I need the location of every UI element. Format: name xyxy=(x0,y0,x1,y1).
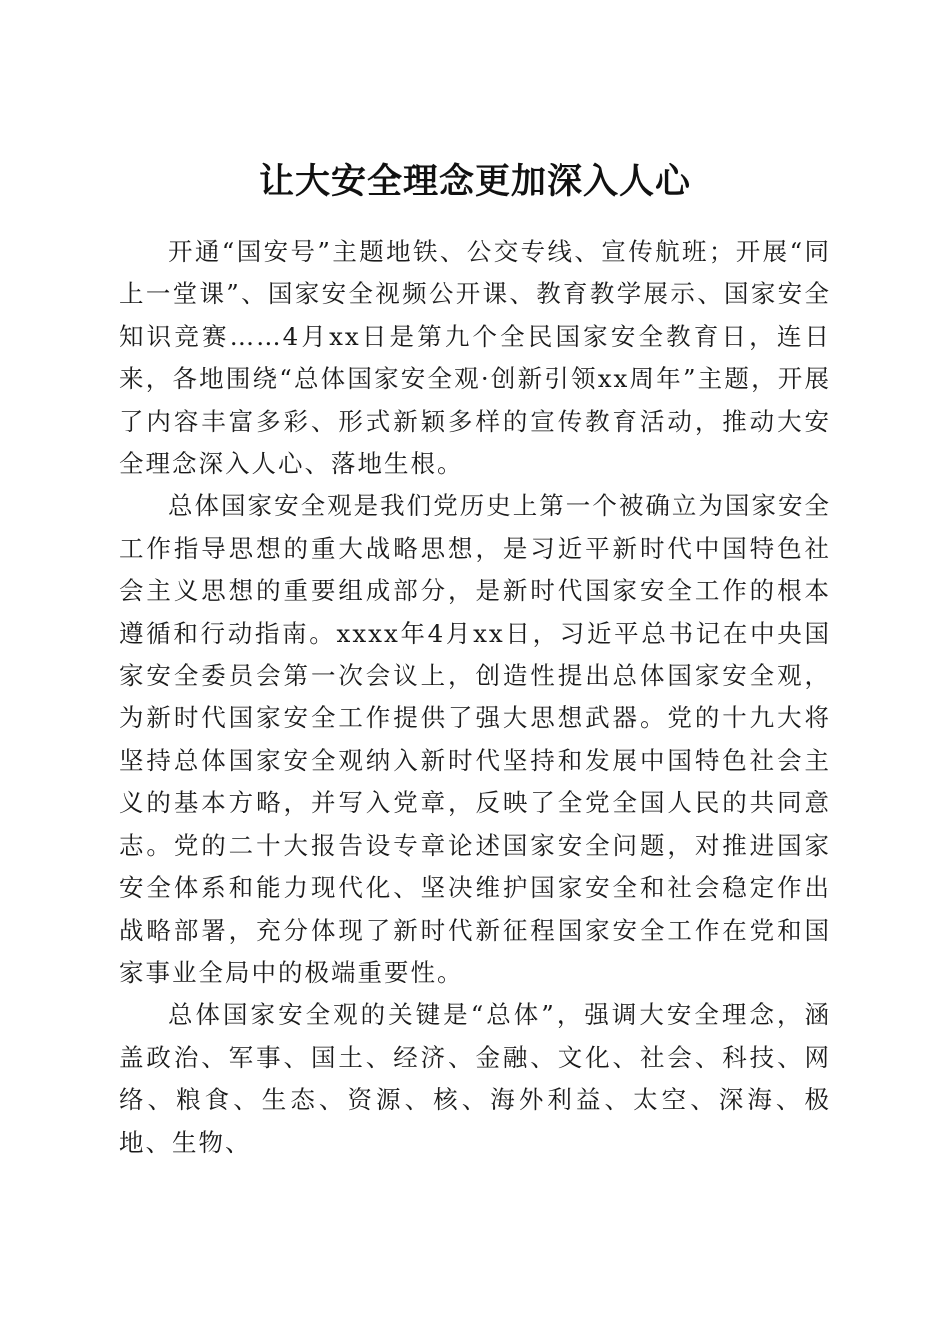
document-title: 让大安全理念更加深入人心 xyxy=(258,161,691,203)
paragraph-3: 总体国家安全观的关键是“总体”，强调大安全理念，涵盖政治、军事、国土、经济、金融、文化、社会、科技、网络、粮食、生态、资源、核、海外利益、太空、深海、极地、生物、 xyxy=(119,1000,831,1157)
paragraph-2: 总体国家安全观是我们党历史上第一个被确立为国家安全工作指导思想的重大战略思想，是习近平新时代中国特色社会主义思想的重要组成部分，是新时代国家安全工作的根本遵循和行动指南。xxxx年4月xx日，习近平总书记在中央国家安全委员会第一次会议上，创造性提出总体国家安全观，为新时代国家安全工作提供了强大思想武器。党的十九大将坚持总体国家安全观纳入新时代坚持和发展中国特色社会主义的基本方略，并写入党章，反映了全党全国人民的共同意志。党的二十大报告设专章论述国家安全问题，对推进国家安全体系和能力现代化、坚决维护国家安全和社会稳定作出战略部署，充分体现了新时代新征程国家安全工作在党和国家事业全局中的极端重要性。 xyxy=(119,491,831,987)
paragraph-1: 开通“国安号”主题地铁、公交专线、宣传航班；开展“同上一堂课”、国家安全视频公开课、教育教学展示、国家安全知识竞赛……4月xx日是第九个全民国家安全教育日，连日来，各地围绕“总体国家安全观·创新引领xx周年”主题，开展了内容丰富多彩、形式新颖多样的宣传教育活动，推动大安全理念深入人心、落地生根。 xyxy=(119,237,831,479)
document-body xyxy=(119,231,831,1164)
